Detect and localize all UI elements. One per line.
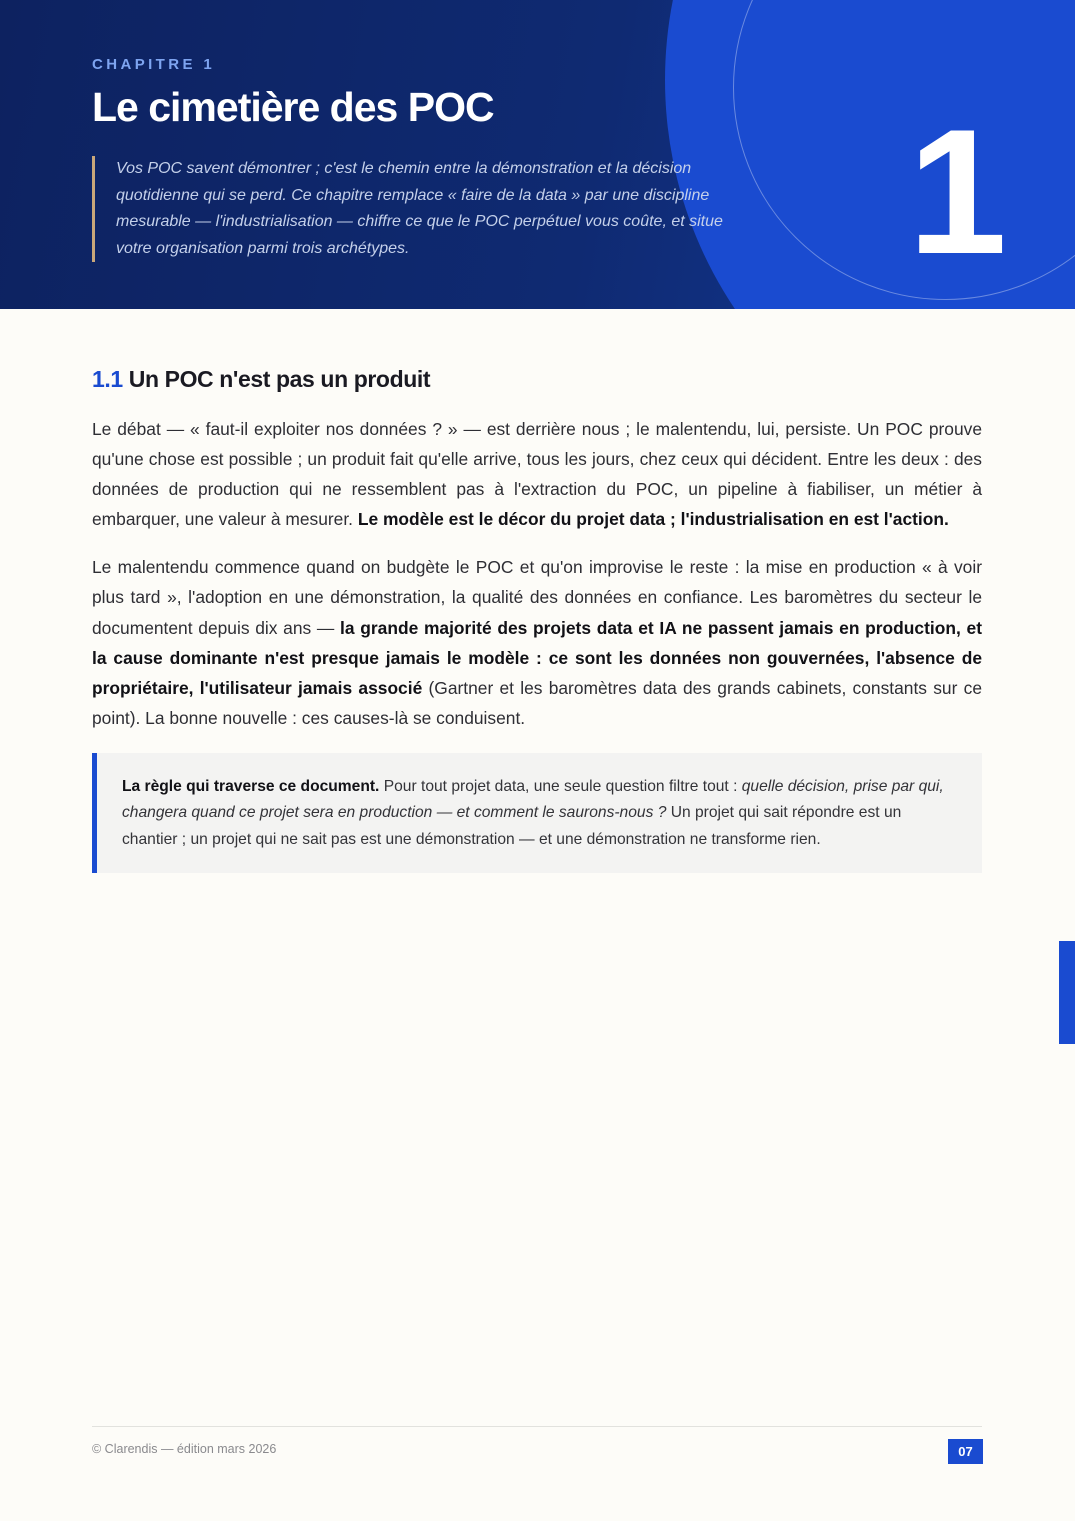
callout-question: quelle décision, prise par qui, changera quand ce projet sera en production — et comment le saurons-nous ? [122, 777, 944, 822]
chapter-title: Le cimetière des POC [92, 84, 494, 130]
chapter-header [0, 0, 1075, 309]
chapter-lede: Vos POC savent démontrer ; c'est le chemin entre la démonstration et la décision quotidienne qui se perd. Ce chapitre remplace « faire de la data » par une discipline mesurable — l'industrialisation — chiffre ce que le POC perpétuel vous coûte, et situe votre organisation parmi trois archétypes. [92, 156, 756, 262]
section-title: Un POC n'est pas un produit [128, 366, 431, 392]
body-paragraph-1 [92, 414, 982, 534]
footer-divider [92, 1426, 982, 1427]
rule-callout [92, 753, 982, 873]
callout-text: Pour tout projet data, une seule question filtre tout : [379, 777, 742, 795]
paragraph-text: Le débat — « faut-il exploiter nos données ? » — est derrière nous ; le malentendu, lui, persiste. Un POC prouve qu'une chose est possible ; un produit fait qu'elle arrive, tous les jours, chez ceux qui décident. Entre les deux : des données de production qui ne ressemblent pas à l'extraction du POC, un pipeline à fiabiliser, un métier à embarquer, une valeur à mesurer. [92, 419, 982, 530]
main-content [92, 362, 982, 873]
paragraph-emphasis: Le modèle est le décor du projet data ; l'industrialisation en est l'action. [357, 509, 949, 530]
callout-title: La règle qui traverse ce document. [122, 777, 380, 795]
body-paragraph-2 [92, 552, 982, 733]
paragraph-text: Le malentendu commence quand on budgète le POC et qu'on improvise le reste : la mise en production « à voir plus tard », l'adoption en une démonstration, la qualité des données en confiance. Les baromètres du secteur le documentent depuis dix ans — [92, 557, 982, 638]
chapter-eyebrow: CHAPITRE 1 [92, 56, 216, 73]
section-heading [92, 362, 982, 396]
chapter-edge-tab [1059, 941, 1075, 1044]
footer-copyright: © Clarendis — édition mars 2026 [92, 1442, 277, 1456]
page-number-badge: 07 [948, 1439, 983, 1464]
paragraph-emphasis: la grande majorité des projets data et IA ne passent jamais en production, et la cause dominante n'est presque jamais le modèle : ce sont les données non gouvernées, l'absence de propriétaire, l'utilisateur jamais associé [92, 617, 982, 698]
paragraph-text: (Gartner et les baromètres data des grands cabinets, constants sur ce point). La bonne nouvelle : ces causes-là se conduisent. [92, 677, 983, 728]
callout-text: Un projet qui sait répondre est un chantier ; un projet qui ne sait pas est une démonstration — et une démonstration ne transforme rien. [122, 804, 902, 848]
chapter-number: 1 [908, 92, 1007, 291]
section-number: 1.1 [92, 366, 123, 392]
